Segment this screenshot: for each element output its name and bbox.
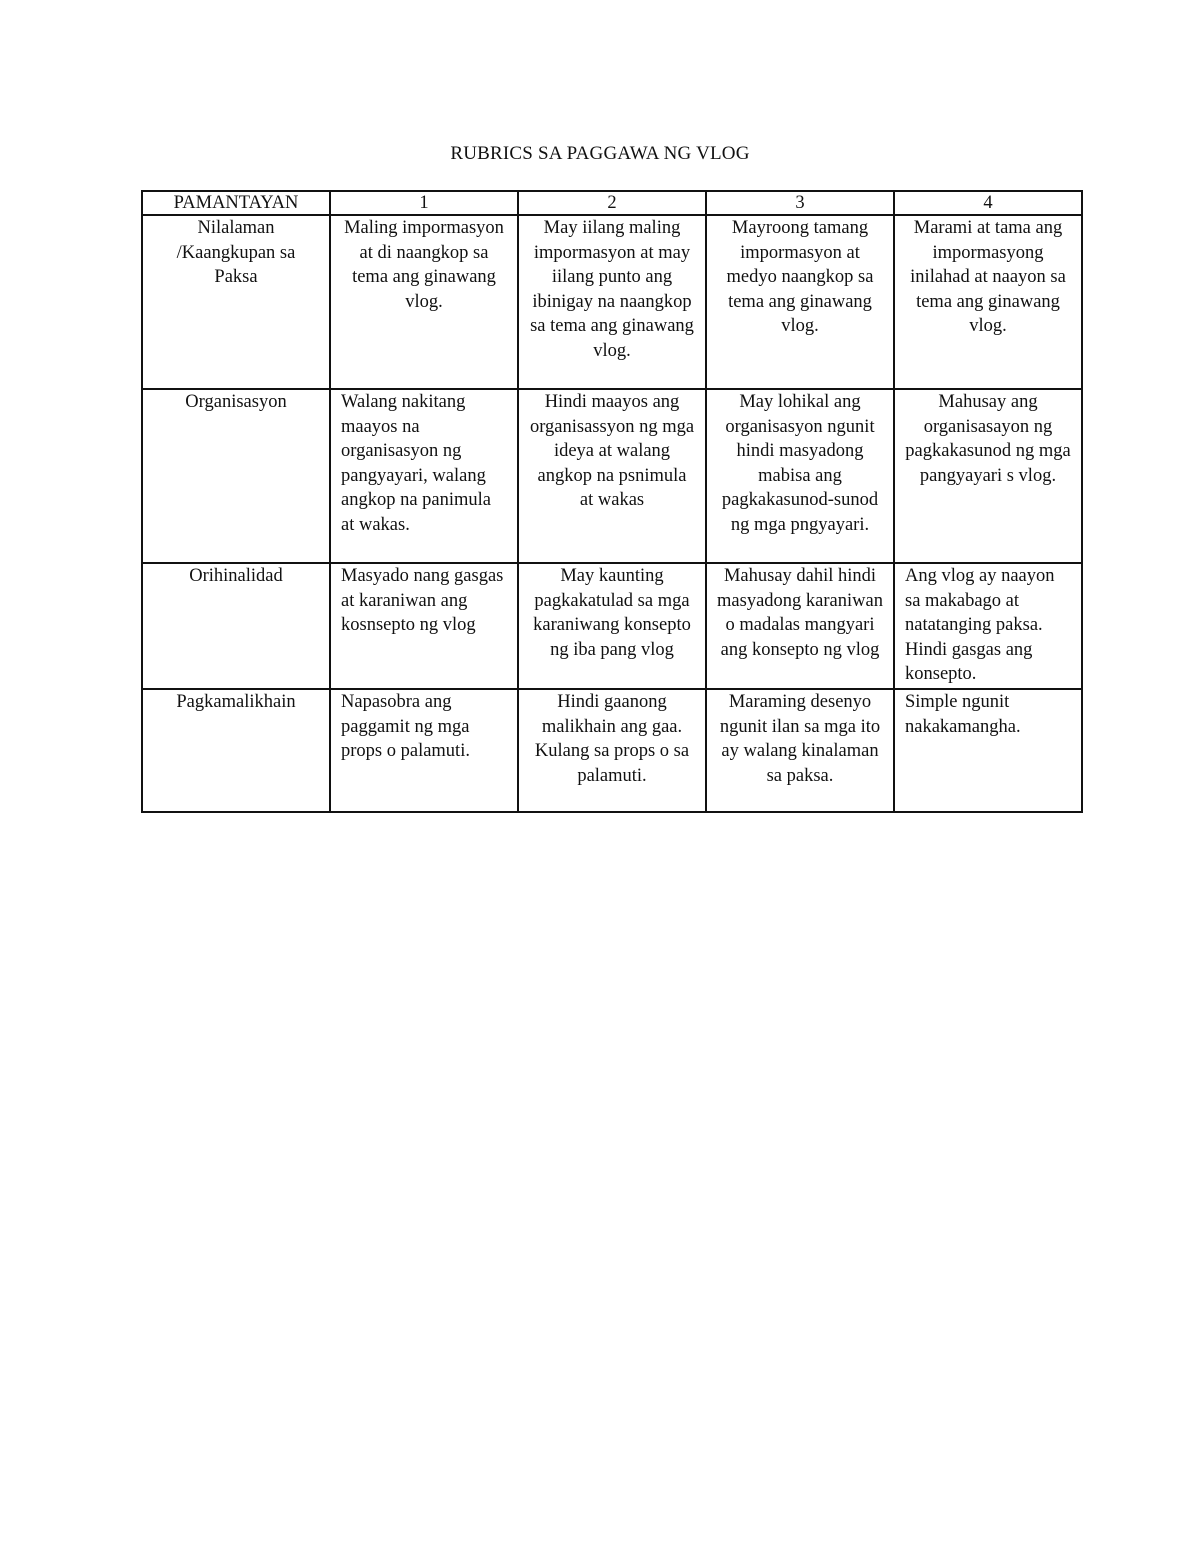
header-row bbox=[142, 191, 1082, 215]
rubric-table bbox=[141, 190, 1083, 813]
criterion-cell: Orihinalidad bbox=[142, 563, 330, 689]
score-1-cell: Masyado nang gasgas at karaniwan ang kosnsepto ng vlog bbox=[330, 563, 518, 689]
criterion-cell: Nilalaman /Kaangkupan sa Paksa bbox=[142, 215, 330, 389]
header-score-3: 3 bbox=[706, 191, 894, 215]
score-1-cell: Maling impormasyon at di naangkop sa tema ang ginawang vlog. bbox=[330, 215, 518, 389]
table-row bbox=[142, 563, 1082, 689]
criterion-cell: Pagkamalikhain bbox=[142, 689, 330, 812]
page-title: RUBRICS SA PAGGAWA NG VLOG bbox=[450, 143, 750, 164]
score-1-cell: Walang nakitang maayos na organisasyon ng pangyayari, walang angkop na panimula at wakas. bbox=[330, 389, 518, 563]
header-score-2: 2 bbox=[518, 191, 706, 215]
score-4-cell: Ang vlog ay naayon sa makabago at natatanging paksa. Hindi gasgas ang konsepto. bbox=[894, 563, 1082, 689]
score-3-cell: Maraming desenyo ngunit ilan sa mga ito ay walang kinalaman sa paksa. bbox=[706, 689, 894, 812]
score-4-cell: Mahusay ang organisasayon ng pagkakasunod ng mga pangyayari s vlog. bbox=[894, 389, 1082, 563]
score-3-cell: May lohikal ang organisasyon ngunit hindi masyadong mabisa ang pagkakasunod-sunod ng mga pngyayari. bbox=[706, 389, 894, 563]
score-2-cell: Hindi maayos ang organisassyon ng mga ideya at walang angkop na psnimula at wakas bbox=[518, 389, 706, 563]
header-score-4: 4 bbox=[894, 191, 1082, 215]
score-2-cell: May kaunting pagkakatulad sa mga karaniwang konsepto ng iba pang vlog bbox=[518, 563, 706, 689]
score-4-cell: Marami at tama ang impormasyong inilahad at naayon sa tema ang ginawang vlog. bbox=[894, 215, 1082, 389]
score-3-cell: Mayroong tamang impormasyon at medyo naangkop sa tema ang ginawang vlog. bbox=[706, 215, 894, 389]
score-2-cell: Hindi gaanong malikhain ang gaa. Kulang sa props o sa palamuti. bbox=[518, 689, 706, 812]
table-row bbox=[142, 215, 1082, 389]
score-4-cell: Simple ngunit nakakamangha. bbox=[894, 689, 1082, 812]
header-criterion: PAMANTAYAN bbox=[142, 191, 330, 215]
table-row bbox=[142, 389, 1082, 563]
criterion-cell: Organisasyon bbox=[142, 389, 330, 563]
score-3-cell: Mahusay dahil hindi masyadong karaniwan o madalas mangyari ang konsepto ng vlog bbox=[706, 563, 894, 689]
header-score-1: 1 bbox=[330, 191, 518, 215]
score-1-cell: Napasobra ang paggamit ng mga props o palamuti. bbox=[330, 689, 518, 812]
score-2-cell: May iilang maling impormasyon at may iilang punto ang ibinigay na naangkop sa tema ang ginawang vlog. bbox=[518, 215, 706, 389]
table-row bbox=[142, 689, 1082, 812]
